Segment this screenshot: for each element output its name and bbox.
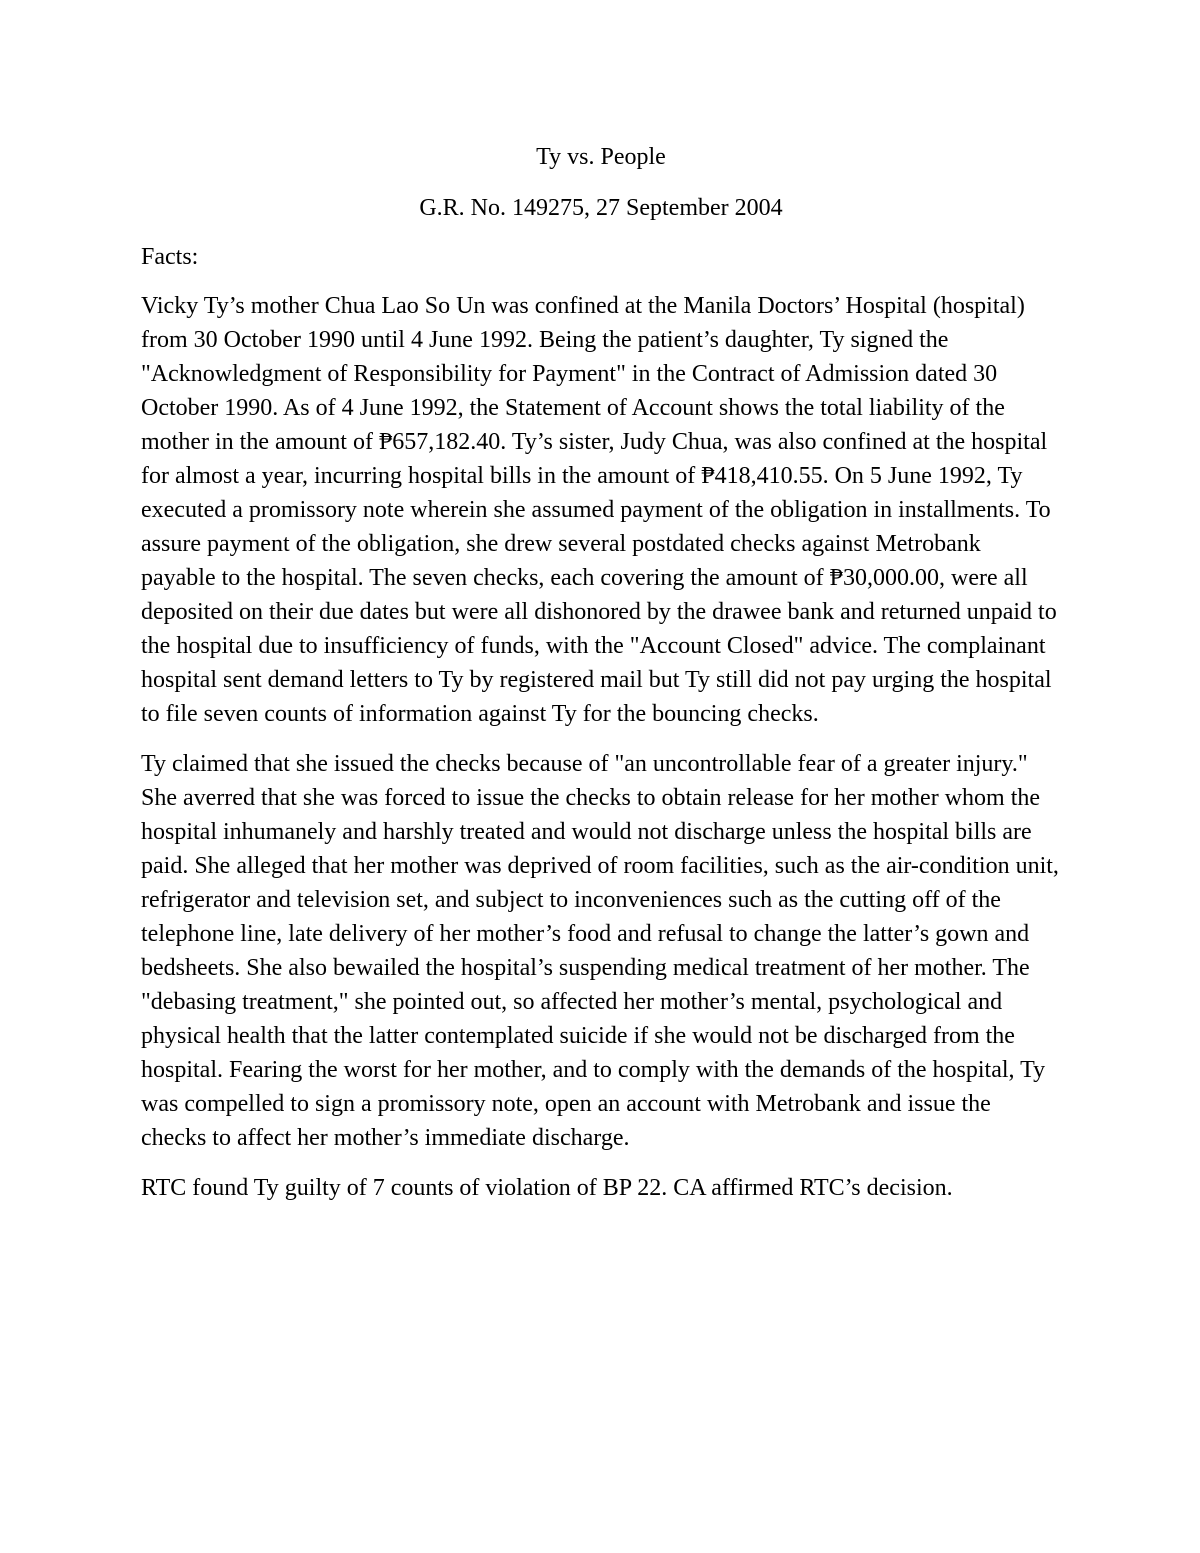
document-body [141,140,1061,1221]
facts-paragraph-1: Vicky Ty’s mother Chua Lao So Un was confined at the Manila Doctors’ Hospital (hospital) from 30 October 1990 until 4 June 1992. Being the patient’s daughter, Ty signed the "Acknowledgment of Responsibility for Payment" in the Contract of Admission dated 30 October 1990. As of 4 June 1992, the Statement of Account shows the total liability of the mother in the amount of ₱657,182.40. Ty’s sister, Judy Chua, was also confined at the hospital for almost a year, incurring hospital bills in the amount of ₱418,410.55. On 5 June 1992, Ty executed a promissory note wherein she assumed payment of the obligation in installments. To assure payment of the obligation, she drew several postdated checks against Metrobank payable to the hospital. The seven checks, each covering the amount of ₱30,000.00, were all deposited on their due dates but were all dishonored by the drawee bank and returned unpaid to the hospital due to insufficiency of funds, with the "Account Closed" advice. The complainant hospital sent demand letters to Ty by registered mail but Ty still did not pay urging the hospital to file seven counts of information against Ty for the bouncing checks. [141,293,1057,727]
case-title: Ty vs. People [536,144,666,170]
case-number: G.R. No. 149275, 27 September 2004 [419,195,783,221]
facts-heading: Facts: [141,244,199,270]
facts-paragraph-2: Ty claimed that she issued the checks because of "an uncontrollable fear of a greater injury." She averred that she was forced to issue the checks to obtain release for her mother whom the hospital inhumanely and harshly treated and would not discharge unless the hospital bills are paid. She alleged that her mother was deprived of room facilities, such as the air-condition unit, refrigerator and television set, and subject to inconveniences such as the cutting off of the telephone line, late delivery of her mother’s food and refusal to change the latter’s gown and bedsheets. She also bewailed the hospital’s suspending medical treatment of her mother. The "debasing treatment," she pointed out, so affected her mother’s mental, psychological and physical health that the latter contemplated suicide if she would not be discharged from the hospital. Fearing the worst for her mother, and to comply with the demands of the hospital, Ty was compelled to sign a promissory note, open an account with Metrobank and issue the checks to affect her mother’s immediate discharge. [141,751,1059,1151]
ruling-paragraph: RTC found Ty guilty of 7 counts of violation of BP 22. CA affirmed RTC’s decision. [141,1175,953,1201]
